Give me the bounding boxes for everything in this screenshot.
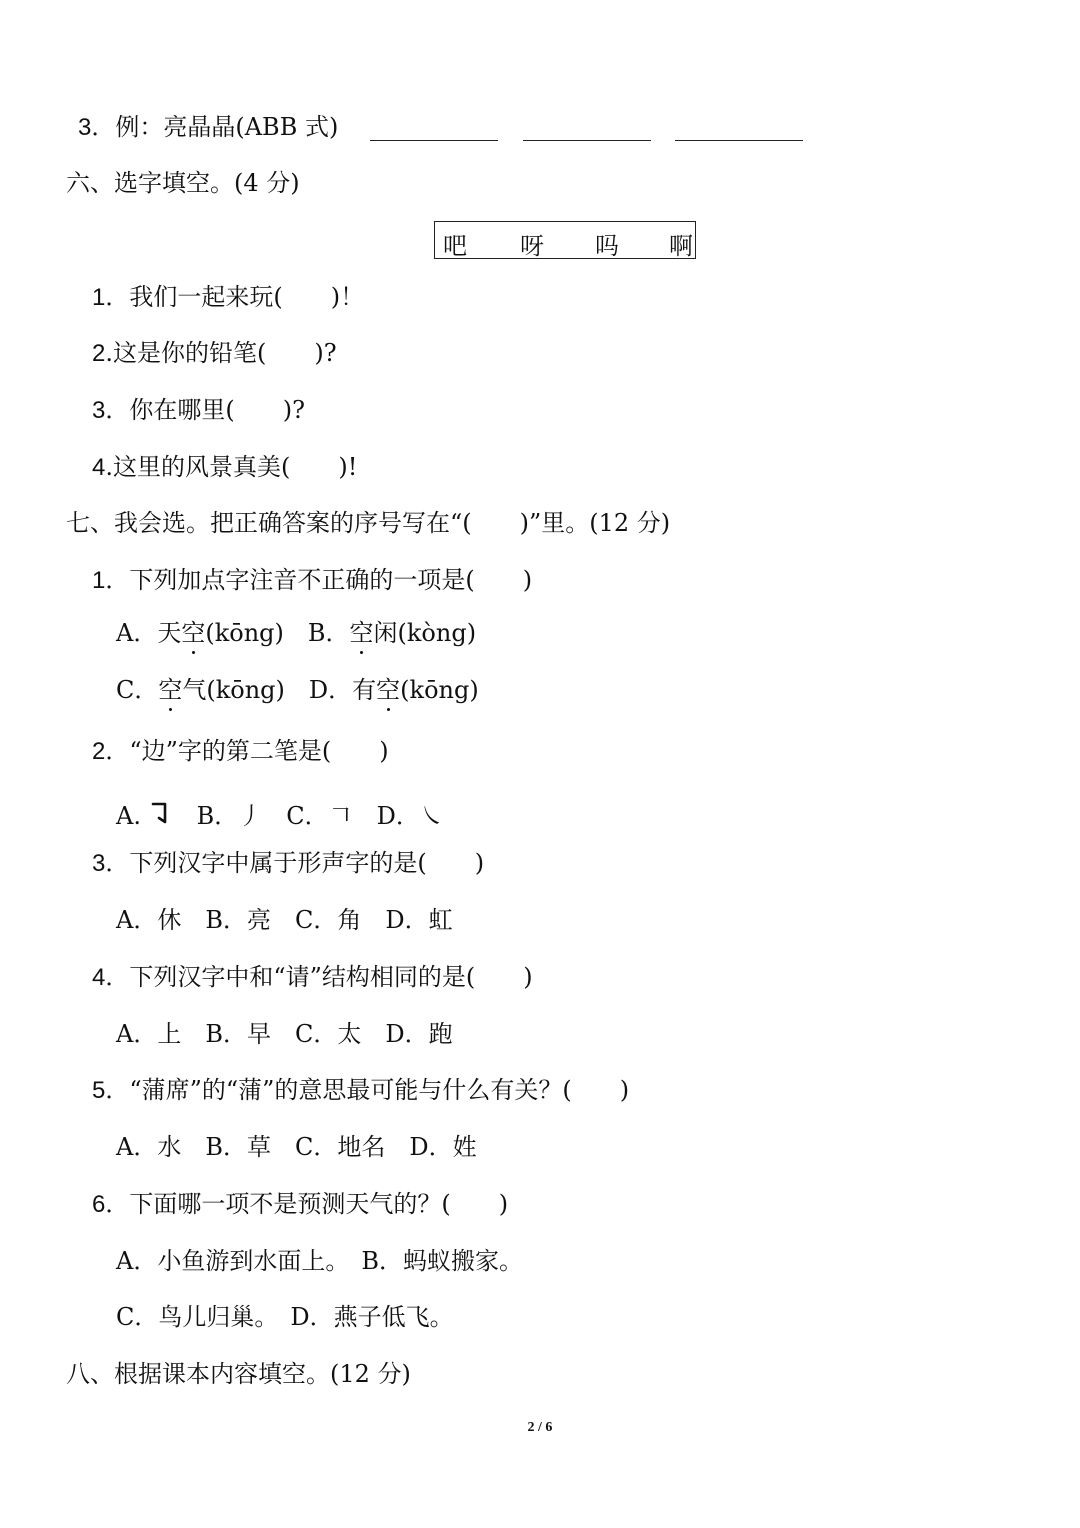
- word-choice-3: 吗: [595, 232, 619, 260]
- sec7-q1-stem: 1．下列加点字注音不正确的一项是( ): [92, 566, 533, 594]
- sec7-q5-stem: 5．“蒲席”的“蒲”的意思最可能与什么有关？( ): [92, 1076, 630, 1104]
- sec7-q3-options: A．休 B．亮 C．角 D．虹: [116, 906, 453, 934]
- sec6-item-4: 4.这里的风景真美( )!: [92, 453, 358, 481]
- section-6-title: 六、选字填空。(4 分): [66, 169, 300, 197]
- sec7-q2-stem: 2．“边”字的第二笔是( ): [92, 737, 389, 765]
- page-number: 2 / 6: [527, 1420, 553, 1435]
- word-choice-4: 啊: [669, 232, 693, 260]
- sec7-q4-options: A．上 B．早 C．太 D．跑: [116, 1020, 453, 1048]
- sec7-q5-options: A．水 B．草 C．地名 D．姓: [116, 1133, 477, 1161]
- answer-blank-1[interactable]: [370, 140, 498, 141]
- word-choice-1: 吧: [443, 232, 467, 260]
- sec7-q6-stem: 6．下面哪一项不是预测天气的？( ): [92, 1190, 509, 1218]
- sec7-q6-options-1: A．小鱼游到水面上。 B．蚂蚁搬家。: [116, 1247, 523, 1275]
- sec7-q6-options-2: C．鸟儿归巢。 D．燕子低飞。: [116, 1303, 454, 1331]
- section-8-title: 八、根据课本内容填空。(12 分): [66, 1360, 411, 1388]
- word-choice-box: [434, 221, 696, 259]
- sec6-item-2: 2.这是你的铅笔( )?: [92, 339, 337, 367]
- sec7-q2-options: A. B．丿 C．𠃍 D．㇏: [116, 798, 444, 835]
- word-choice-2: 呀: [520, 232, 544, 260]
- stroke-glyph-a: [149, 798, 179, 835]
- sec7-q4-stem: 4．下列汉字中和“请”结构相同的是( ): [92, 963, 533, 991]
- sec7-q1-options-cd: C．空气(kōng) D．有空(kōng): [116, 676, 479, 704]
- exercise-abb: 3．例：亮晶晶(ABB 式): [78, 113, 339, 141]
- section-7-title: 七、我会选。把正确答案的序号写在“( )”里。(12 分): [66, 509, 671, 537]
- sec7-q3-stem: 3．下列汉字中属于形声字的是( ): [92, 849, 485, 877]
- answer-blank-2[interactable]: [523, 140, 651, 141]
- answer-blank-3[interactable]: [675, 140, 803, 141]
- sec7-q1-options-ab: A．天空(kōng) B．空闲(kòng): [116, 619, 477, 647]
- sec6-item-1: 1．我们一起来玩( )！: [92, 283, 365, 311]
- sec6-item-3: 3．你在哪里( )?: [92, 396, 305, 424]
